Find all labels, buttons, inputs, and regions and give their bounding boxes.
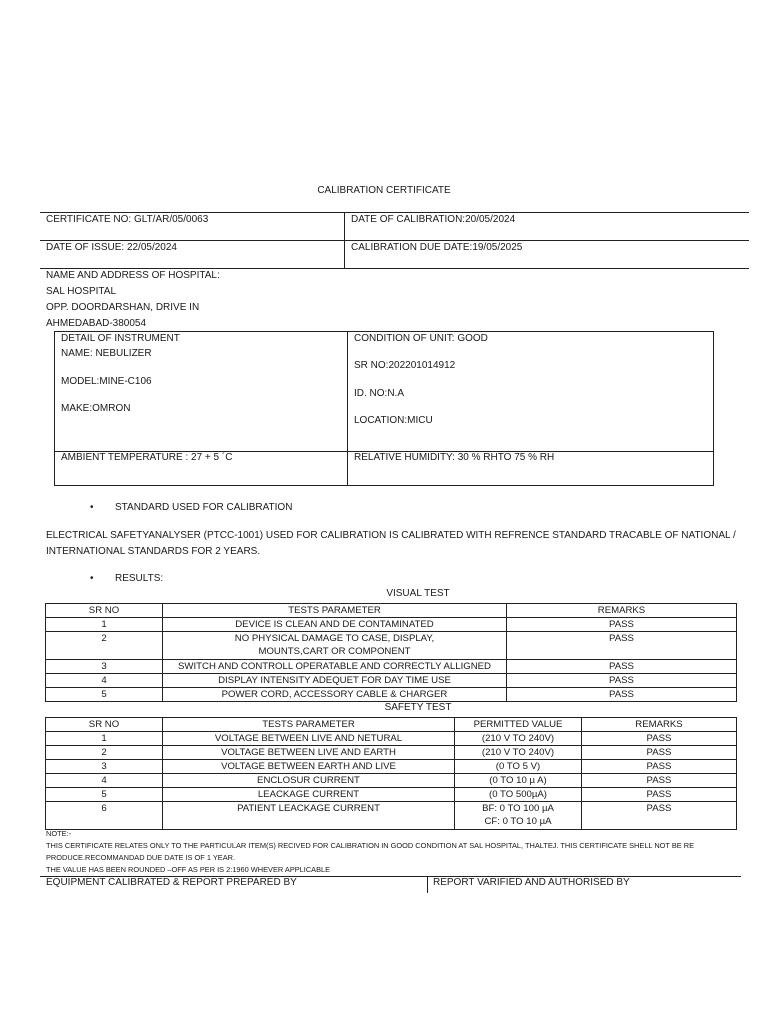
- table-cell: 5: [46, 788, 163, 802]
- header-mid-rule: [40, 240, 749, 241]
- ambient-temperature: AMBIENT TEMPERATURE : 27 + 5 ´C: [61, 452, 233, 463]
- table-cell: PASS: [507, 618, 737, 632]
- table-row: [46, 632, 737, 660]
- table-row: [46, 746, 737, 760]
- table-cell: 1: [46, 618, 163, 632]
- table-cell: 6: [46, 802, 163, 830]
- table-cell: 3: [46, 760, 163, 774]
- relative-humidity: RELATIVE HUMIDITY: 30 % RHTO 75 % RH: [354, 452, 555, 463]
- standard-text-line2: INTERNATIONAL STANDARDS FOR 2 YEARS.: [46, 546, 261, 557]
- certificate-title: CALIBRATION CERTIFICATE: [317, 185, 451, 196]
- table-cell: SWITCH AND CONTROLL OPERATABLE AND CORRECTLY ALLIGNED: [163, 660, 507, 674]
- column-header: REMARKS: [507, 604, 737, 618]
- table-cell: ENCLOSUR CURRENT: [163, 774, 455, 788]
- table-cell: 2: [46, 746, 163, 760]
- standard-text-line1: ELECTRICAL SAFETYANALYSER (PTCC-1001) USED FOR CALIBRATION IS CALIBRATED WITH REFRENCE STANDARD TRACABLE OF NATIONAL /: [46, 530, 736, 541]
- standard-paragraph: [46, 528, 736, 560]
- verified-by-label: REPORT VARIFIED AND AUTHORISED BY: [433, 877, 630, 888]
- table-cell: PASS: [582, 802, 737, 830]
- table-cell: 2: [46, 632, 163, 660]
- visual-test-table: [45, 603, 737, 702]
- safety-test-table: [45, 717, 737, 830]
- instrument-make: MAKE:OMRON: [61, 403, 131, 414]
- table-cell: 5: [46, 688, 163, 702]
- hospital-address-line1: OPP. DOORDARSHAN, DRIVE IN: [46, 302, 200, 313]
- table-row: [46, 688, 737, 702]
- instrument-detail-label: DETAIL OF INSTRUMENT: [61, 333, 180, 344]
- permitted-value-bf: BF: 0 TO 100 µA: [482, 803, 554, 814]
- table-cell: [455, 802, 582, 830]
- bullet-icon: •: [90, 573, 94, 584]
- table-cell: LEACKAGE CURRENT: [163, 788, 455, 802]
- note-label: NOTE:-: [46, 829, 72, 838]
- location: LOCATION:MICU: [354, 415, 433, 426]
- table-row: [46, 660, 737, 674]
- table-cell: VOLTAGE BETWEEN LIVE AND EARTH: [163, 746, 455, 760]
- column-header: TESTS PARAMETER: [163, 718, 455, 732]
- results-bullet: [90, 573, 164, 584]
- table-cell: PASS: [507, 660, 737, 674]
- table-cell: VOLTAGE BETWEEN EARTH AND LIVE: [163, 760, 455, 774]
- instrument-box-divider: [347, 331, 348, 486]
- table-cell: PASS: [507, 688, 737, 702]
- column-header: REMARKS: [582, 718, 737, 732]
- header-top-rule: [40, 212, 749, 213]
- table-cell: (210 V TO 240V): [455, 732, 582, 746]
- table-cell: (0 TO 10 µ A): [455, 774, 582, 788]
- signature-divider: [427, 876, 428, 893]
- table-row: [46, 674, 737, 688]
- table-row: [46, 802, 737, 830]
- column-header: SR NO: [46, 718, 163, 732]
- instrument-model: MODEL:MINE-C106: [61, 376, 152, 387]
- unit-condition: CONDITION OF UNIT: GOOD: [354, 333, 488, 344]
- serial-number: SR NO:202201014912: [354, 360, 456, 371]
- table-cell: (0 TO 500µA): [455, 788, 582, 802]
- column-header: TESTS PARAMETER: [163, 604, 507, 618]
- note-line1: THIS CERTIFICATE RELATES ONLY TO THE PARTICULAR ITEM(S) RECIVED FOR CALIBRATION IN GOOD CONDITION AT SAL HOSPITAL, THALTEJ. THIS CERTIFICATE SHELL NOT BE RE: [46, 841, 695, 850]
- hospital-address-line2: AHMEDABAD-380054: [46, 318, 147, 329]
- safety-test-caption: SAFETY TEST: [384, 702, 452, 713]
- table-cell: PASS: [582, 774, 737, 788]
- table-row: [46, 788, 737, 802]
- table-cell: PATIENT LEACKAGE CURRENT: [163, 802, 455, 830]
- table-cell: (210 V TO 240V): [455, 746, 582, 760]
- calibration-due-date: CALIBRATION DUE DATE:19/05/2025: [351, 242, 523, 253]
- table-cell: DISPLAY INTENSITY ADEQUET FOR DAY TIME USE: [163, 674, 507, 688]
- header-bottom-rule: [40, 268, 749, 269]
- table-cell: PASS: [507, 674, 737, 688]
- id-number: ID. NO:N.A: [354, 388, 405, 399]
- note-line2: PRODUCE.RECOMMANDAD DUE DATE IS OF 1 YEAR.: [46, 853, 236, 862]
- note-line3: THE VALUE HAS BEEN ROUNDED –OFF AS PER IS 2:1960 WHEVER APPLICABLE: [46, 865, 331, 874]
- results-heading: RESULTS:: [115, 573, 164, 584]
- prepared-by-label: EQUIPMENT CALIBRATED & REPORT PREPARED BY: [46, 877, 297, 888]
- visual-test-caption: VISUAL TEST: [386, 588, 450, 599]
- table-cell: DEVICE IS CLEAN AND DE CONTAMINATED: [163, 618, 507, 632]
- column-header: PERMITTED VALUE: [455, 718, 582, 732]
- table-cell: PASS: [582, 788, 737, 802]
- date-of-calibration: DATE OF CALIBRATION:20/05/2024: [351, 214, 516, 225]
- table-cell: PASS: [582, 732, 737, 746]
- date-of-issue: DATE OF ISSUE: 22/05/2024: [46, 242, 177, 253]
- table-cell: PASS: [582, 760, 737, 774]
- table-cell: 3: [46, 660, 163, 674]
- table-cell: NO PHYSICAL DAMAGE TO CASE, DISPLAY, MOUNTS,CART OR COMPONENT: [163, 632, 507, 660]
- table-cell: PASS: [582, 746, 737, 760]
- permitted-value-cf: CF: 0 TO 10 µA: [484, 816, 552, 827]
- table-cell: (0 TO 5 V): [455, 760, 582, 774]
- table-row: [46, 732, 737, 746]
- standard-heading: STANDARD USED FOR CALIBRATION: [115, 502, 293, 513]
- table-cell: 4: [46, 674, 163, 688]
- certificate-number: CERTIFICATE NO: GLT/AR/05/0063: [46, 214, 209, 225]
- standard-bullet: [90, 502, 293, 513]
- table-row: [46, 774, 737, 788]
- header-divider: [344, 212, 345, 269]
- table-cell: 4: [46, 774, 163, 788]
- table-cell: 1: [46, 732, 163, 746]
- table-header-row: [46, 718, 737, 732]
- hospital-label: NAME AND ADDRESS OF HOSPITAL:: [46, 270, 220, 281]
- table-row: [46, 618, 737, 632]
- bullet-icon: •: [90, 502, 94, 513]
- instrument-name: NAME: NEBULIZER: [61, 348, 152, 359]
- hospital-name: SAL HOSPITAL: [46, 286, 117, 297]
- table-cell: PASS: [507, 632, 737, 660]
- table-header-row: [46, 604, 737, 618]
- table-cell: POWER CORD, ACCESSORY CABLE & CHARGER: [163, 688, 507, 702]
- column-header: SR NO: [46, 604, 163, 618]
- table-cell: VOLTAGE BETWEEN LIVE AND NETURAL: [163, 732, 455, 746]
- table-row: [46, 760, 737, 774]
